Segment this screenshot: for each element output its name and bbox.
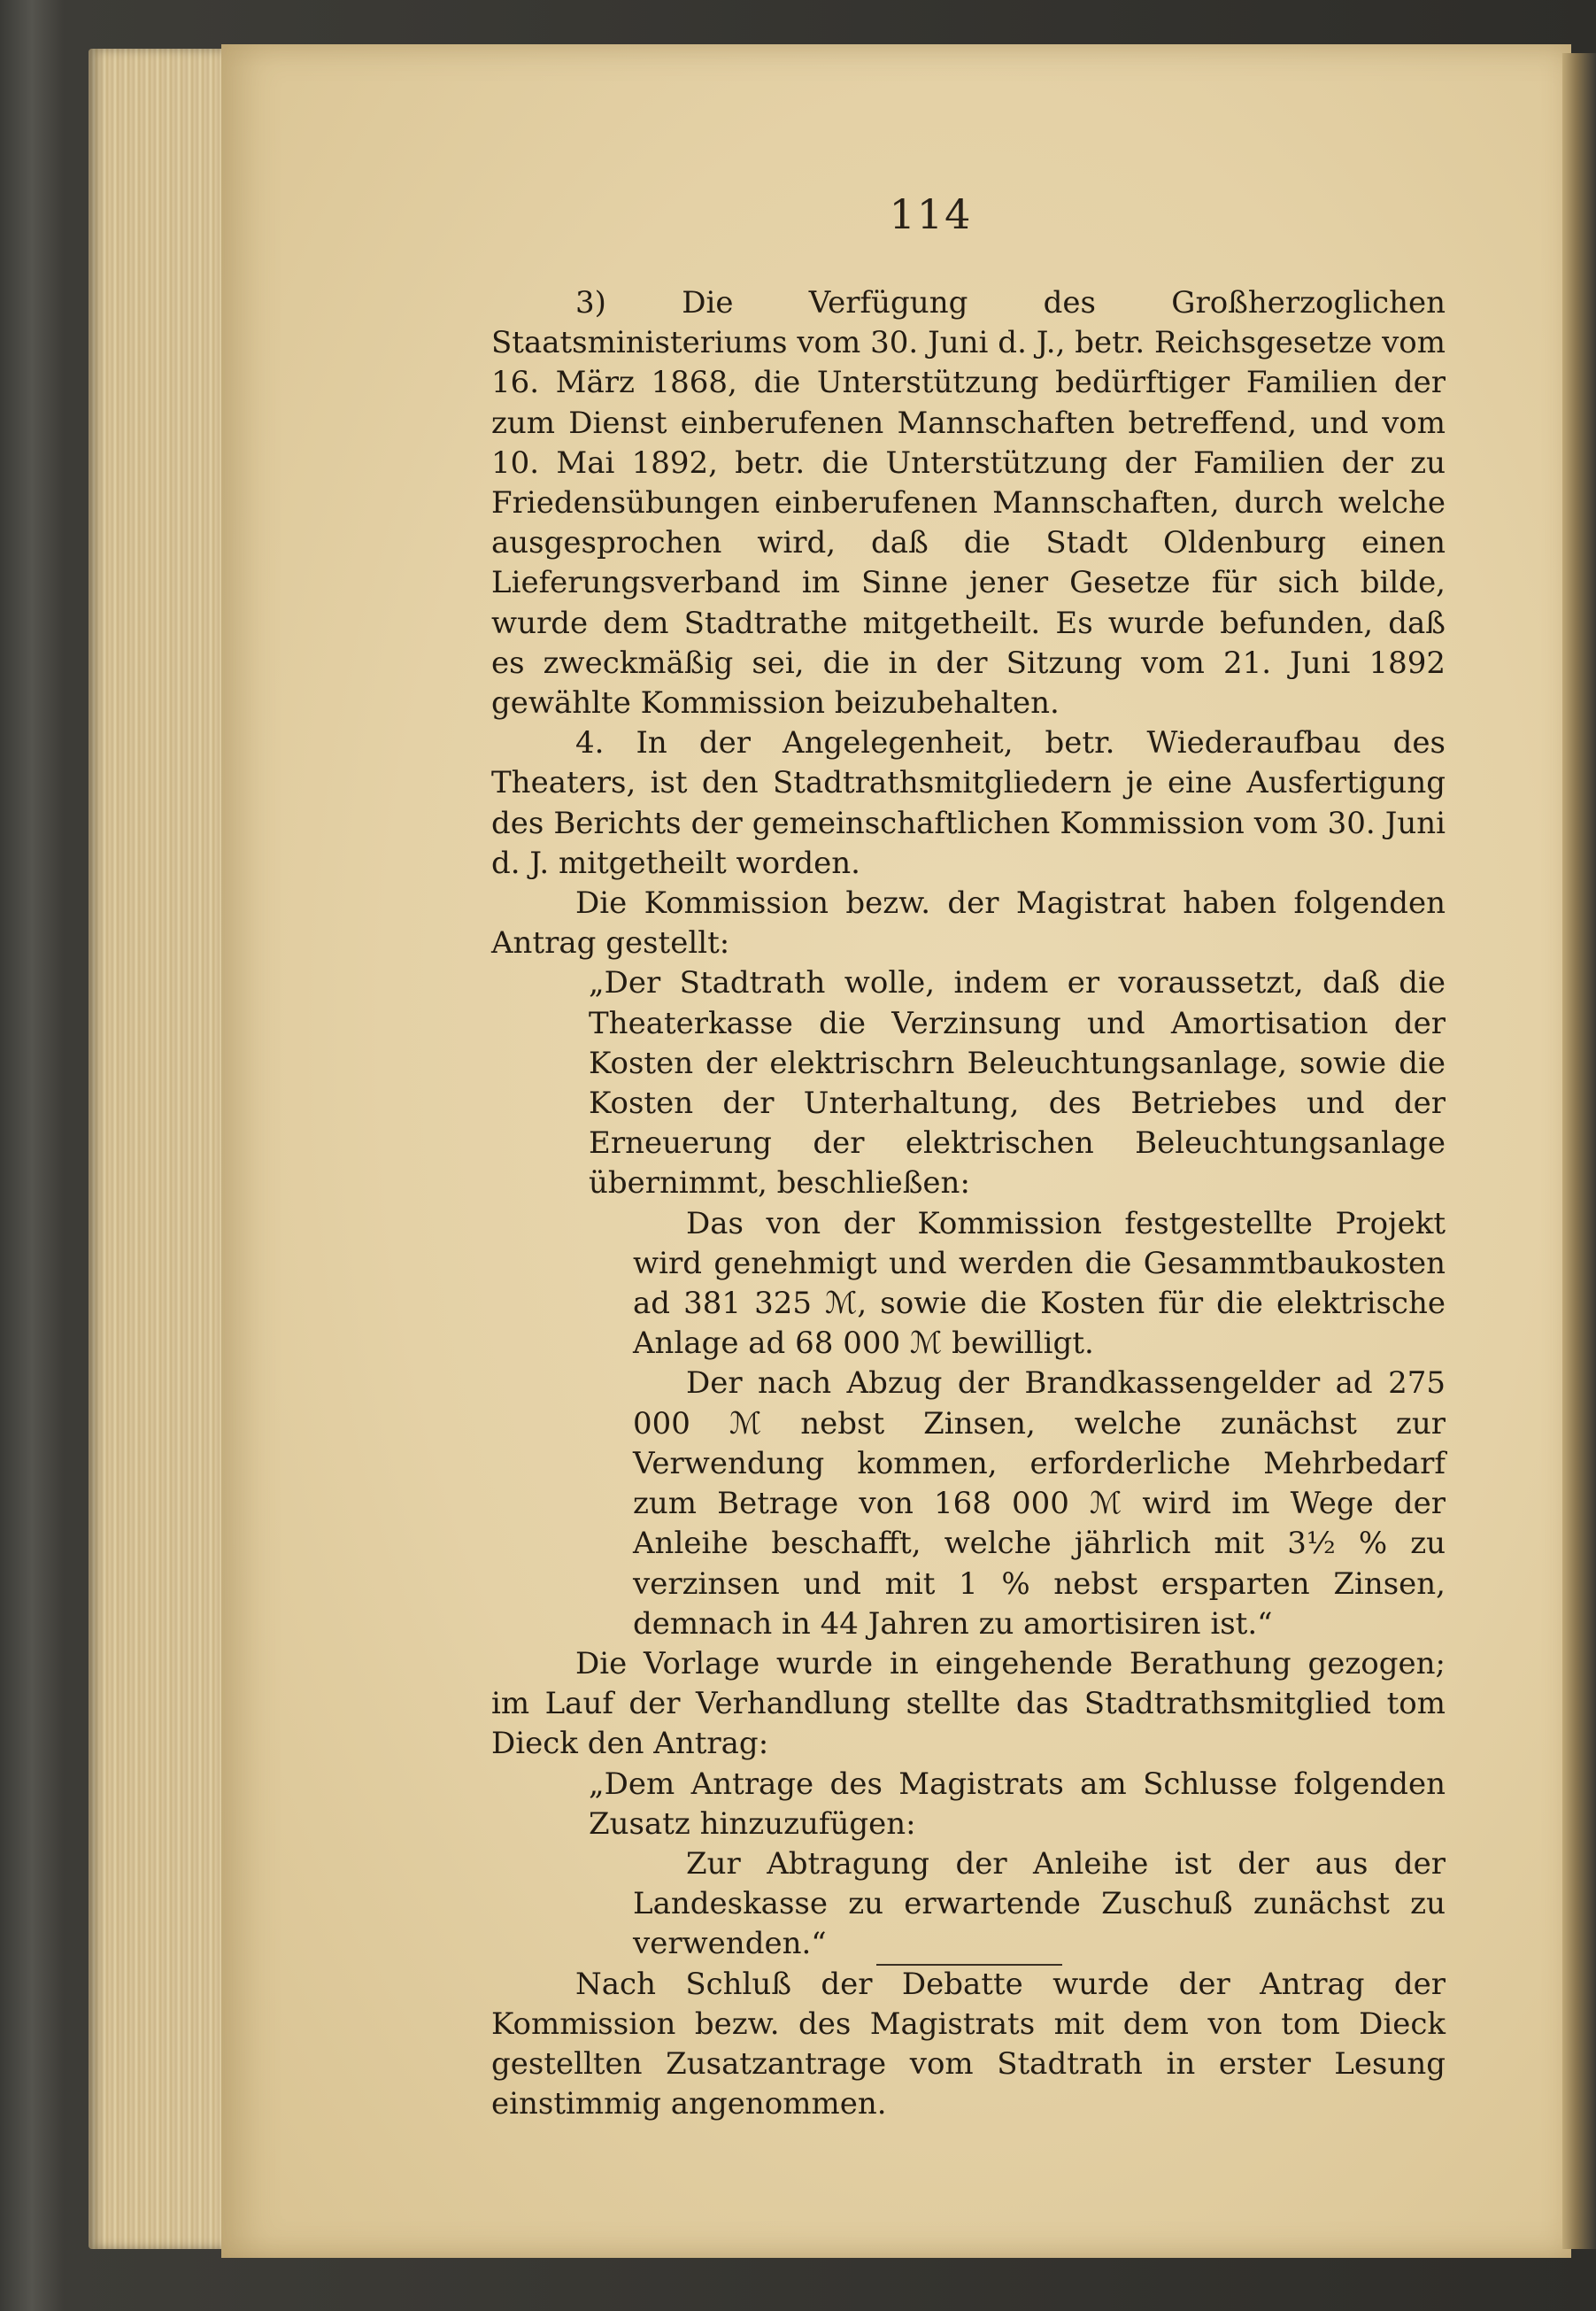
paragraph-theater: 4. In der Angelegenheit, betr. Wiederaufbau des Theaters, ist den Stadtrathsmitgliedern je eine Ausfertigung des Berichts der gemeinschaftlichen Kommission vom 30. Juni d. J. mitgetheilt worden.: [491, 725, 1446, 881]
paragraph-projekt: Das von der Kommission festgestellte Projekt wird genehmigt und werden die Gesammtbaukosten ad 381 325 ℳ, sowie die Kosten für die elektrische Anlage ad 68 000 ℳ bewilligt.: [633, 1205, 1446, 1362]
paragraph-vorlage: Die Vorlage wurde in eingehende Berathung gezogen; im Lauf der Verhandlung stellte das Stadtrathsmitglied tom Dieck den Antrag:: [491, 1645, 1446, 1762]
page-text: [491, 283, 1446, 2124]
paragraph-schluss: Nach Schluß der Debatte wurde der Antrag der Kommission bezw. des Magistrats mit dem von tom Dieck gestellten Zusatzantrage vom Stadtrath in erster Lesung einstimmig angenommen.: [491, 1966, 1446, 2122]
paragraph-kommission: Die Kommission bezw. der Magistrat haben folgenden Antrag gestellt:: [491, 885, 1446, 962]
paragraph-antrag-quote: „Der Stadtrath wolle, indem er voraussetzt, daß die Theaterkasse die Verzinsung und Amortisation der Kosten der elektrischrn Beleuchtungsanlage, sowie die Kosten der Unterhaltung, des Betriebes und der Erneuerung der elektrischen Beleuchtungsanlage übernimmt, beschließen:: [589, 965, 1446, 1202]
paragraph-zusatz-quote: „Dem Antrage des Magistrats am Schlusse folgenden Zusatz hinzuzufügen:: [589, 1766, 1446, 1842]
page-right-edge: [1562, 53, 1596, 2249]
page-edges: [89, 49, 230, 2249]
page-number: 114: [889, 190, 973, 238]
end-rule: [876, 1964, 1062, 1966]
paragraph-anleihe: Der nach Abzug der Brandkassengelder ad 275 000 ℳ nebst Zinsen, welche zunächst zur Verwendung kommen, erforderliche Mehrbedarf zum Betrage von 168 000 ℳ wird im Wege der Anleihe beschafft, welche jährlich mit 3½ % zu verzinsen und mit 1 % nebst ersparten Zinsen, demnach in 44 Jahren zu amortisiren ist.“: [633, 1365, 1446, 1642]
paragraph-verfuegung: 3) Die Verfügung des Großherzoglichen Staatsministeriums vom 30. Juni d. J., betr. Reichsgesetze vom 16. März 1868, die Unterstützung bedürftiger Familien der zum Dienst einberufenen Mannschaften betreffend, und vom 10. Mai 1892, betr. die Unterstützung der Familien der zu Friedensübungen einberufenen Mannschaften, durch welche ausgesprochen wird, daß die Stadt Oldenburg einen Lieferungsverband im Sinne jener Gesetze für sich bilde, wurde dem Stadtrathe mitgetheilt. Es wurde befunden, daß es zweckmäßig sei, die in der Sitzung vom 21. Juni 1892 gewählte Kommission beizubehalten.: [491, 285, 1446, 722]
paragraph-abtragung: Zur Abtragung der Anleihe ist der aus der Landeskasse zu erwartende Zuschuß zunächst zu verwenden.“: [633, 1845, 1446, 1962]
